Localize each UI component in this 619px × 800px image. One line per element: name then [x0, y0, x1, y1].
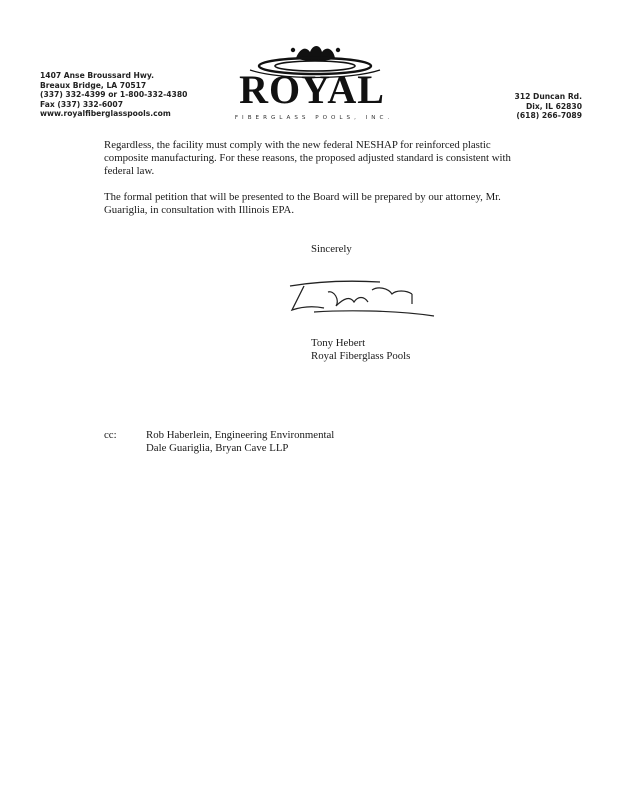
signature-icon: [284, 272, 440, 324]
letterhead-right-address: [515, 92, 582, 121]
closing-salutation: Sincerely: [311, 243, 352, 255]
address-street: 1407 Anse Broussard Hwy.: [40, 71, 155, 80]
right-address-street: 312 Duncan Rd.: [514, 92, 582, 101]
address-website: www.royalfiberglasspools.com: [40, 109, 171, 119]
letterhead-left-address: [40, 71, 187, 119]
right-address-city: Dix, IL 62830: [525, 101, 582, 111]
cc-label: cc:: [104, 429, 117, 441]
signer-block: [311, 337, 410, 363]
cc-recipient: Rob Haberlein, Engineering Environmental: [146, 429, 335, 441]
logo-tagline: FIBERGLASS POOLS, INC.: [234, 115, 394, 121]
signer-name: Tony Hebert: [311, 337, 366, 349]
body-paragraph-2: The formal petition that will be presented to the Board will be prepared by our attorney, Mr. Guariglia, in consultation with Illinois EPA.: [104, 191, 501, 216]
address-phone: (337) 332-4399 or 1-800-332-4380: [40, 90, 188, 100]
cc-recipient: Dale Guariglia, Bryan Cave LLP: [146, 442, 289, 454]
signer-company: Royal Fiberglass Pools: [311, 350, 411, 362]
logo-wordmark: ROYAL: [239, 67, 385, 112]
address-fax: Fax (337) 332-6007: [40, 99, 123, 109]
address-city: Breaux Bridge, LA 70517: [40, 80, 147, 90]
cc-recipient-list: [146, 429, 334, 455]
right-address-phone: (618) 266-7089: [516, 111, 582, 121]
body-paragraph-1: Regardless, the facility must comply with the new federal NESHAP for reinforced plastic composite manufacturing. For these reasons, the proposed adjusted standard is consistent with federal law.: [104, 139, 511, 177]
